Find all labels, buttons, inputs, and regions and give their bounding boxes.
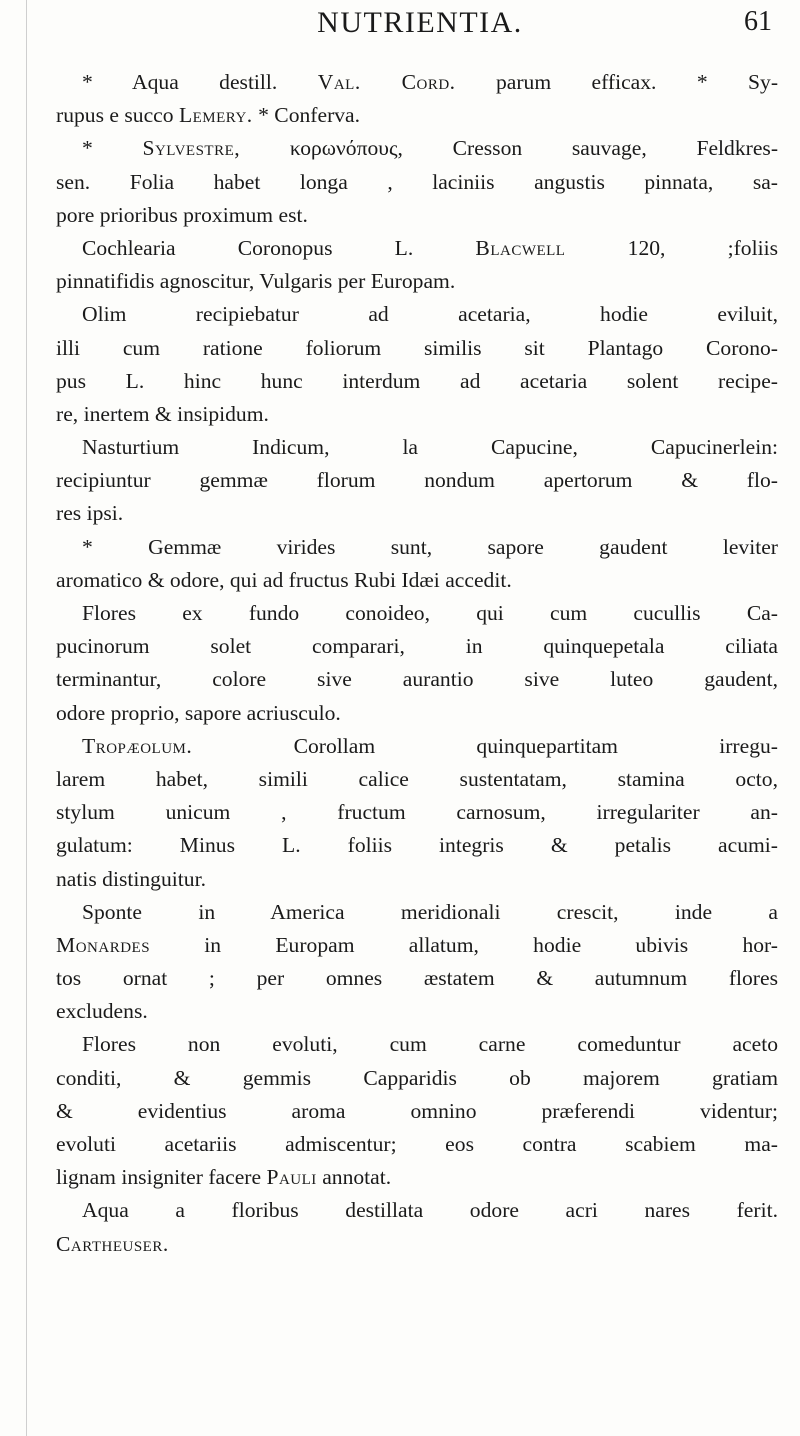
text-span: sen. (56, 169, 91, 194)
text-line (56, 1128, 778, 1161)
text-line (56, 431, 778, 464)
text-line (56, 166, 778, 199)
text-span: larem habet, simili calice sustentatam, stamina octo, (56, 766, 778, 791)
text-line (56, 199, 778, 232)
text-span: gulatum: (56, 833, 180, 858)
text-span: Val. Cord. (317, 70, 456, 94)
text-line (56, 1161, 778, 1194)
text-span: Pauli (266, 1165, 317, 1190)
text-span: rupus e succo (56, 103, 179, 128)
text-line (56, 66, 778, 99)
text-span: aromatico & odore, qui ad fructus Rubi Idæi accedit. (56, 567, 512, 592)
text-span: Flores non evoluti, cum carne comeduntur aceto (82, 1032, 778, 1057)
text-line (56, 1194, 778, 1227)
text-span: 120, ;foliis (565, 235, 779, 260)
text-line (56, 829, 778, 862)
text-line (56, 796, 778, 829)
text-line (56, 564, 778, 597)
text-span: Olim recipiebatur ad acetaria, hodie eviluit, (82, 302, 778, 327)
text-line (56, 398, 778, 431)
text-line (56, 531, 778, 564)
text-line (56, 298, 778, 331)
text-span: Aqua a floribus destillata odore acri nares ferit. (82, 1198, 778, 1223)
page-binding-edge (26, 0, 27, 1436)
text-span: la Capucine (402, 435, 573, 460)
running-title: NUTRIENTIA. (317, 6, 523, 39)
text-span: & evidentius aroma omnino præferendi videntur; (56, 1098, 778, 1123)
text-span: natis distinguitur. (56, 866, 206, 891)
text-line (56, 1062, 778, 1095)
page-header (60, 4, 780, 54)
text-line (56, 1028, 778, 1061)
text-span: pore prioribus proximum est. (56, 202, 308, 227)
text-line (56, 995, 778, 1028)
text-span: L. foliis integris & petalis acumi- (235, 833, 778, 858)
text-span: Cresson sauvage (452, 136, 642, 161)
text-span: L. (332, 235, 476, 260)
text-line (56, 232, 778, 265)
text-line (56, 265, 778, 298)
text-span: in Europam allatum, hodie ubivis hor- (150, 932, 778, 957)
text-span: , (572, 435, 651, 460)
text-span: * (82, 136, 143, 161)
text-span: excludens. (56, 999, 148, 1024)
text-span: Lemery. (178, 103, 253, 128)
text-span: pucinorum solet comparari, in quinquepetala ciliata (56, 634, 778, 659)
text-span: , (324, 435, 403, 460)
text-span: Folia habet longa , laciniis angustis pinnata, sa- (90, 169, 778, 194)
text-span: evoluti acetariis admiscentur; eos contra scabiem ma- (56, 1132, 778, 1156)
text-span: odore proprio, sapore acriusculo. (56, 700, 341, 725)
text-span: Cochlearia Coronopus (82, 235, 333, 260)
text-span: re, inertem & insipidum. (56, 401, 269, 426)
text-span: pus (56, 368, 86, 393)
text-line (56, 663, 778, 696)
text-line (56, 763, 778, 796)
text-span: terminantur, colore sive aurantio sive luteo gaudent, (56, 667, 778, 692)
text-span: stylum unicum , fructum carnosum, irregulariter an- (56, 800, 778, 825)
text-span: Flores ex fundo conoideo, qui cum cucullis Ca- (82, 601, 778, 625)
text-span: res ipsi. (56, 501, 124, 526)
text-span: Capucinerlein: (650, 435, 779, 460)
text-span: , (641, 136, 697, 161)
text-line (56, 730, 778, 763)
text-span: lignam insigniter facere (56, 1165, 267, 1190)
text-span: recipiuntur gemmæ florum nondum apertorum & flo- (56, 468, 778, 493)
text-span: tos ornat ; per omnes æstatem & autumnum flores (56, 966, 778, 991)
text-span: illi cum ratione foliorum similis sit (56, 335, 588, 360)
text-line (56, 697, 778, 730)
text-span: Corollam quinquepartitam irregu- (192, 733, 778, 758)
text-span: Blacwell (475, 235, 566, 260)
text-span: conditi, & gemmis Capparidis ob majorem gratiam (56, 1065, 778, 1090)
text-span: Feldkres- (696, 136, 779, 161)
text-span: annotat. (316, 1165, 392, 1190)
text-span: Minus (179, 833, 235, 858)
text-line (56, 1095, 778, 1128)
text-line (56, 630, 778, 663)
text-span: Conferva. (274, 103, 361, 128)
text-span: * (252, 103, 275, 128)
text-line (56, 464, 778, 497)
text-span: Plantago Corono- (587, 335, 778, 360)
text-span: pinnatifidis agnoscitur, Vulgaris per Europam. (56, 269, 456, 294)
text-line (56, 929, 778, 962)
text-line (56, 365, 778, 398)
text-line (56, 332, 778, 365)
text-span: * Gemmæ virides sunt, sapore gaudent leviter (82, 534, 778, 559)
text-line (56, 99, 778, 132)
text-span: κορωνόπους, (240, 136, 453, 161)
text-line (56, 863, 778, 896)
text-span: Aqua destill. (132, 70, 278, 94)
text-span: L. hinc hunc interdum ad acetaria solent recipe- (86, 368, 778, 393)
text-line (56, 597, 778, 630)
text-span: Sy- (748, 70, 779, 94)
text-span: Monardes (56, 932, 151, 957)
text-span: * (82, 70, 132, 94)
text-span: Sylvestre, (142, 136, 241, 161)
text-span: parum efficax. * (455, 70, 749, 94)
text-span: Tropæolum. (82, 733, 193, 758)
text-line (56, 962, 778, 995)
text-span: Cartheuser. (56, 1231, 169, 1256)
text-span: Nasturtium Indicum (82, 435, 325, 460)
text-line (56, 132, 778, 165)
body-text (56, 66, 778, 1261)
text-line (56, 896, 778, 929)
text-line (56, 1228, 778, 1261)
text-line (56, 497, 778, 530)
text-span (277, 70, 317, 94)
page-number: 61 (744, 6, 772, 37)
text-span: Sponte in America meridionali crescit, inde a (82, 899, 778, 924)
